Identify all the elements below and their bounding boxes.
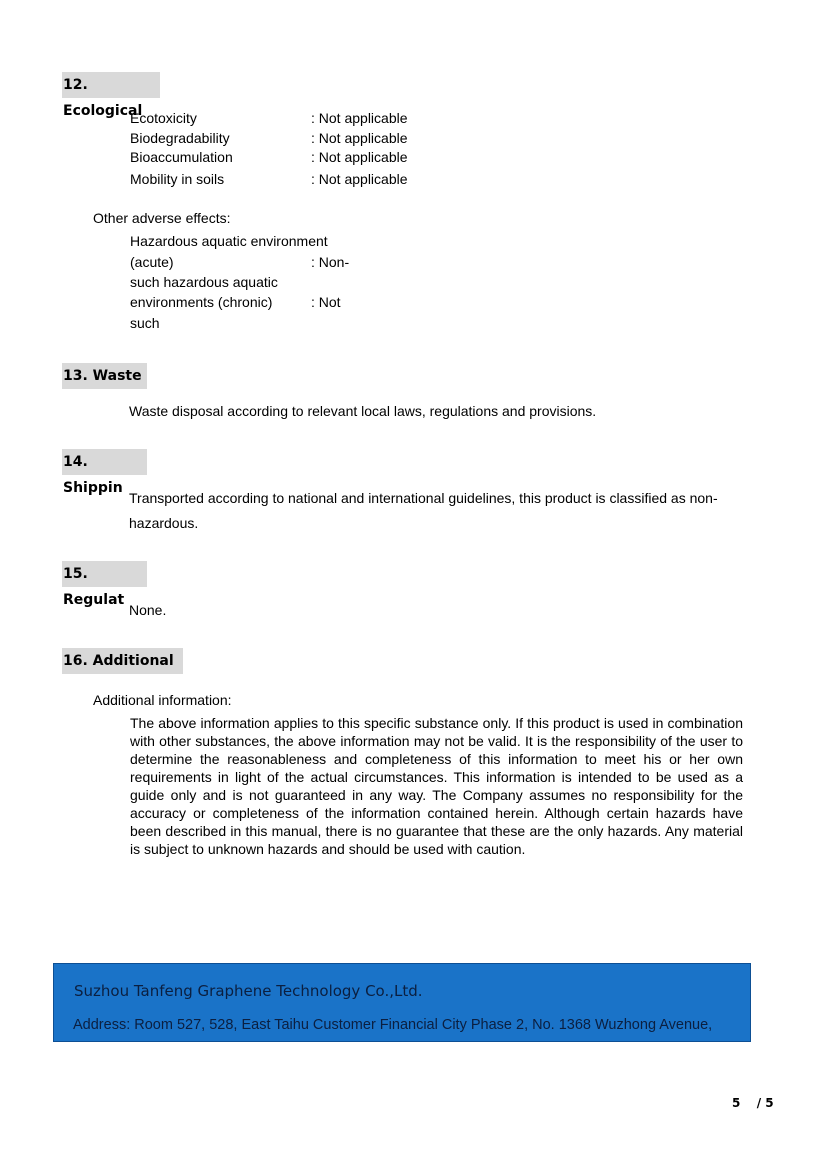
shipping-text-line-2: hazardous. xyxy=(129,515,199,531)
aquatic-acute-value: : Non- xyxy=(311,254,350,270)
aquatic-line-5: such xyxy=(130,315,160,331)
aquatic-chronic-value: : Not xyxy=(311,294,341,310)
page-total: / 5 xyxy=(756,1096,774,1110)
shipping-text-line-1: Transported according to national and international guidelines, this product is classified as non- xyxy=(129,490,718,506)
company-footer-banner xyxy=(53,963,751,1042)
other-adverse-effects-label: Other adverse effects: xyxy=(93,210,231,226)
company-name: Suzhou Tanfeng Graphene Technology Co.,Ltd. xyxy=(74,982,423,1000)
aquatic-line-4: environments (chronic) xyxy=(130,294,273,310)
page-current: 5 xyxy=(732,1096,741,1110)
company-address: Address: Room 527, 528, East Taihu Customer Financial City Phase 2, No. 1368 Wuzhong Avenue, xyxy=(73,1017,713,1033)
aquatic-line-1: Hazardous aquatic environment xyxy=(130,233,328,249)
section-13-heading: 13. Waste xyxy=(62,363,147,389)
mobility-label: Mobility in soils xyxy=(130,171,225,187)
section-14-heading: 14. Shippin xyxy=(62,449,147,475)
ecotoxicity-value: : Not applicable xyxy=(311,110,408,126)
page-number xyxy=(732,1096,774,1110)
biodegradability-label: Biodegradability xyxy=(130,130,230,146)
biodegradability-value: : Not applicable xyxy=(311,130,408,146)
additional-information-label: Additional information: xyxy=(93,692,232,708)
section-16-heading: 16. Additional xyxy=(62,648,183,674)
ecotoxicity-label: Ecotoxicity xyxy=(130,110,197,126)
section-12-heading: 12. Ecological xyxy=(62,72,160,98)
section-15-heading: 15. Regulat xyxy=(62,561,147,587)
additional-information-paragraph: The above information applies to this specific substance only. If this product is used in combination with other substances, the above information may not be valid. It is the responsibility of the user to determine the reasonableness and completeness of this information to meet his or her own requirements in light of the actual circumstances. This information is intended to be used as a guide only and is not guaranteed in any way. The Company assumes no responsibility for the accuracy or completeness of the information contained herein. Although certain hazards have been described in this manual, there is no guarantee that these are the only hazards. Any material is subject to unknown hazards and should be used with caution. xyxy=(130,715,743,857)
regulatory-text: None. xyxy=(129,602,167,618)
waste-text: Waste disposal according to relevant local laws, regulations and provisions. xyxy=(129,403,597,419)
mobility-value: : Not applicable xyxy=(311,171,408,187)
bioaccumulation-value: : Not applicable xyxy=(311,149,408,165)
aquatic-line-3: such hazardous aquatic xyxy=(130,274,278,290)
aquatic-line-2: (acute) xyxy=(130,254,174,270)
bioaccumulation-label: Bioaccumulation xyxy=(130,149,233,165)
